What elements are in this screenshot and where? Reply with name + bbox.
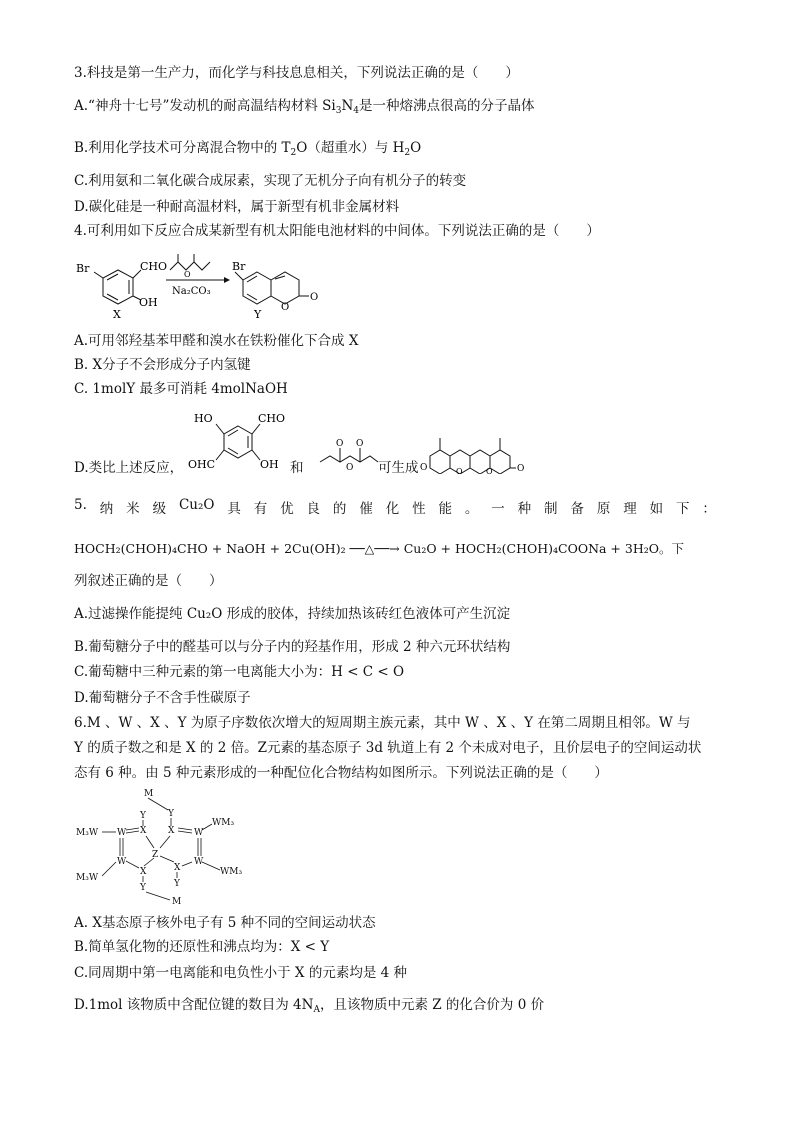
q6-stem-2: Y 的质子数之和是 X 的 2 倍。Z元素的基态原子 3d 轨道上有 2 个未成对电子，且价层电子的空间运动状 xyxy=(74,740,702,756)
q6-option-a: A. X基态原子核外电子有 5 种不同的空间运动状态 xyxy=(74,915,376,931)
reagent-o-label: O xyxy=(184,270,191,279)
q6-option-c: C.同周期中第一电离能和电负性小于 X 的元素均是 4 种 xyxy=(74,965,408,981)
diag-w4: W xyxy=(194,857,204,867)
q6-option-b: B.简单氢化物的还原性和沸点均为：X < Y xyxy=(74,939,330,955)
prod-o1-label: O xyxy=(420,463,428,473)
q5-equation: HOCH₂(CHOH)₄CHO + NaOH + 2Cu(OH)₂ ──△──→ Cu₂O + HOCH₂(CHOH)₄COONa + 3H₂O。下 xyxy=(74,541,685,556)
q4-option-d-and: 和 xyxy=(290,460,304,476)
diag-m3w-top: M₃W xyxy=(76,828,99,838)
q4-option-d-prefix: D.类比上述反应， xyxy=(74,460,184,476)
y-br-label: Br xyxy=(232,260,246,273)
q5-stem-2: 列叙述正确的是（ ） xyxy=(74,573,223,589)
diag-x3: X xyxy=(140,867,147,877)
q5-option-b: B.葡萄糖分子中的醛基可以与分子内的羟基作用，形成 2 种六元环状结构 xyxy=(74,639,511,655)
q3-stem: 3.科技是第一生产力，而化学与科技息息相关，下列说法正确的是（ ） xyxy=(74,65,519,81)
q5-stem-justified: 5. 纳 米 级 Cu₂O 具 有 优 良 的 催 化 性 能 。 一 种 制 备 原 理 如 下 ： xyxy=(74,497,716,517)
diag-m3w-bottom: M₃W xyxy=(76,873,99,883)
prod-o4-label: O xyxy=(517,464,525,474)
x-cho-label: CHO xyxy=(140,260,168,273)
d-ho-label: HO xyxy=(194,412,213,425)
q3-option-a: A.“神舟十七号”发动机的耐高温结构材料 $Si_3N_4$是一种熔沸点很高的分子晶体 xyxy=(74,98,535,116)
q6-stem-3: 态有 6 种。由 5 种元素形成的一种配位化合物结构如图所示。下列说法正确的是（ ） xyxy=(74,765,608,781)
q6-coordination-diagram xyxy=(74,786,254,906)
label-y: Y xyxy=(254,308,262,321)
q4-option-d-post: 可生成 xyxy=(378,460,419,476)
x-oh-label: OH xyxy=(139,296,158,309)
y-carbonyl-o-label: O xyxy=(310,292,319,303)
anh-o1-label: O xyxy=(336,439,344,449)
diag-x2: X xyxy=(168,826,175,836)
diag-z: Z xyxy=(152,850,159,860)
diag-w2: W xyxy=(194,828,204,838)
anh-o3-label: O xyxy=(346,463,354,472)
q4-d-dialdehyde-structure xyxy=(188,408,288,474)
d-cho-label: CHO xyxy=(258,412,286,425)
diag-x4: X xyxy=(174,863,181,873)
q3-option-c: C.利用氨和二氧化碳合成尿素，实现了无机分子向有机分子的转变 xyxy=(74,173,467,189)
q4-d-product-structure xyxy=(420,430,530,474)
q4-option-b: B. X分子不会形成分子内氢键 xyxy=(74,357,251,373)
x-br-label: Br xyxy=(76,262,90,275)
diag-y2: Y xyxy=(140,811,146,821)
prod-o3-label: O xyxy=(486,467,493,474)
q5-option-a: A.过滤操作能提纯 Cu₂O 形成的胶体，持续加热该砖红色液体可产生沉淀 xyxy=(74,606,511,622)
q4-d-anhydride-structure xyxy=(316,436,380,472)
q4-option-c: C. 1molY 最多可消耗 4molNaOH xyxy=(74,381,288,397)
diag-x1: X xyxy=(140,826,147,836)
q6-stem-1: 6.M 、W 、X 、Y 为原子序数依次增大的短周期主族元素，其中 W 、X 、Y 在第二周期且相邻。W 与 xyxy=(74,715,691,731)
catalyst-label: Na₂CO₃ xyxy=(172,286,211,297)
anh-o2-label: O xyxy=(356,439,364,449)
diag-wm3-bottom: WM₃ xyxy=(220,867,243,877)
q3-option-d: D.碳化硅是一种耐高温材料，属于新型有机非金属材料 xyxy=(74,199,400,215)
q6-option-d: D.1mol 该物质中含配位键的数目为 $4N_A$，且该物质中元素 Z 的化合价为 0 价 xyxy=(74,997,545,1015)
q3-option-b: B.利用化学技术可分离混合物中的 $T_2O$（超重水）与 $H_2O$ xyxy=(74,140,422,158)
diag-y3: Y xyxy=(140,883,146,893)
diag-m-bottom: M xyxy=(172,897,182,906)
diag-w1: W xyxy=(117,828,127,838)
d-oh-label: OH xyxy=(260,458,279,471)
d-ohc-label: OHC xyxy=(188,458,216,471)
q4-stem: 4.可利用如下反应合成某新型有机太阳能电池材料的中间体。下列说法正确的是（ ） xyxy=(74,223,600,239)
diag-wm3-top: WM₃ xyxy=(212,818,235,828)
diag-w3: W xyxy=(117,857,127,867)
y-ring-o-label: O xyxy=(281,302,290,313)
label-x: X xyxy=(113,308,121,321)
prod-o2-label: O xyxy=(456,467,463,474)
q4-option-a: A.可用邻羟基苯甲醛和溴水在铁粉催化下合成 X xyxy=(74,333,359,349)
q5-option-c: C.葡萄糖中三种元素的第一电离能大小为：H < C < O xyxy=(74,664,405,680)
q4-reaction-scheme xyxy=(74,250,334,322)
diag-y4: Y xyxy=(174,879,180,889)
q5-option-d: D.葡萄糖分子不含手性碳原子 xyxy=(74,690,251,706)
diag-m-top: M xyxy=(144,789,154,799)
diag-y1: Y xyxy=(168,809,174,819)
